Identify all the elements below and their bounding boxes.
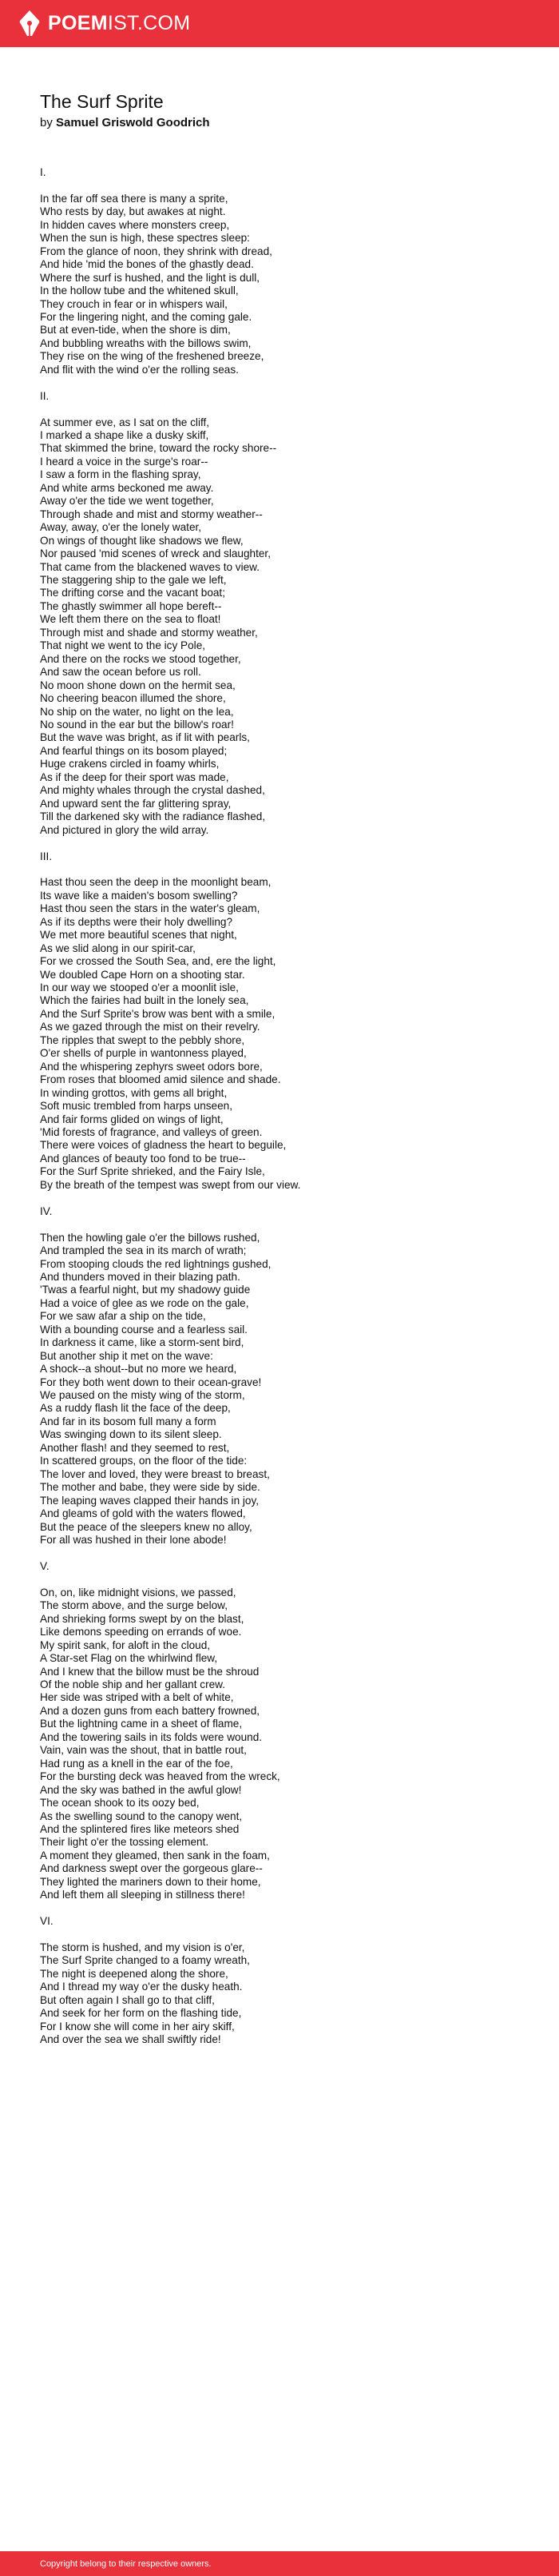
poem-line: The leaping waves clapped their hands in joy, [40,1494,260,1507]
poem-line: The Surf Sprite changed to a foamy wreath, [40,1954,250,1967]
poem-line: There were voices of gladness the heart to beguile, [40,1139,287,1152]
poem-line: No cheering beacon illumed the shore, [40,692,226,705]
poem-line: And white arms beckoned me away. [40,481,214,494]
stanza-gap [40,179,527,192]
poem-line: But at even-tide, when the shore is dim, [40,324,231,336]
fountain-pen-nib-icon [18,10,42,38]
poem-line: In hidden caves where monsters creep, [40,218,230,231]
poem-line: And gleams of gold with the waters flowed, [40,1507,246,1520]
poem-line: And darkness swept over the gorgeous glare-- [40,1862,263,1875]
poem-line: Had rung as a knell in the ear of the foe, [40,1757,233,1770]
site-footer [0,2551,559,2576]
poem-line: For they both went down to their ocean-grave! [40,1376,262,1388]
poem-line: But the peace of the sleepers knew no alloy, [40,1520,252,1533]
poem-line: In winding grottos, with gems all bright, [40,1086,228,1099]
stanza-gap [40,863,527,876]
poem-line: Another flash! and they seemed to rest, [40,1441,230,1454]
poem-line: Had a voice of glee as we rode on the gale, [40,1296,249,1309]
poem-line: Which the fairies had built in the lonely sea, [40,994,249,1007]
poem-line: 'Twas a fearful night, but my shadowy guide [40,1284,251,1296]
poem-line: And thunders moved in their blazing path. [40,1270,240,1283]
poem-line: For the lingering night, and the coming gale. [40,310,252,323]
poem-line: And I knew that the billow must be the shroud [40,1665,260,1678]
poem-line: Vain, vain was the shout, that in battle rout, [40,1744,247,1757]
poem-line: The mother and babe, they were side by side. [40,1481,260,1494]
poem-line: Of the noble ship and her gallant crew. [40,1678,225,1690]
poem-line: With a bounding course and a fearless sail. [40,1323,248,1336]
poem-line: Soft music trembled from harps unseen, [40,1100,233,1113]
poem-line: The lover and loved, they were breast to breast, [40,1467,270,1480]
poem-line: On wings of thought like shadows we flew, [40,534,244,547]
poem-line: The storm is hushed, and my vision is o'er, [40,1941,245,1953]
stanza-gap [40,376,527,389]
poem-line: I saw a form in the flashing spray, [40,468,201,481]
poem-line: And upward sent the far glittering spray, [40,797,232,810]
poem-line: No ship on the water, no light on the lea, [40,705,234,718]
poem-byline [40,115,527,131]
poem-line: For we crossed the South Sea, and, ere the light, [40,955,276,968]
poem-line: And hide 'mid the bones of the ghastly dead. [40,258,254,271]
poem-line: The night is deepened along the shore, [40,1967,228,1980]
copyright-notice: Copyright belong to their respective owners. [40,2558,212,2569]
poem-line: And flit with the wind o'er the rolling seas. [40,363,239,376]
poem-line: And fair forms glided on wings of light, [40,1113,224,1125]
poem-line: For I know she will come in her airy skiff, [40,2020,235,2033]
poem-line: And I thread my way o'er the dusky heath. [40,1981,243,1993]
poem-line: Its wave like a maiden's bosom swelling? [40,889,238,902]
poem-line: And the whispering zephyrs sweet odors bore, [40,1060,263,1073]
poem-line: For the Surf Sprite shrieked, and the Fairy Isle, [40,1165,265,1178]
poem-line: Like demons speeding on errands of woe. [40,1626,242,1638]
poem-line: And over the sea we shall swiftly ride! [40,2033,221,2046]
poem-line: And the splintered fires like meteors shed [40,1822,240,1835]
stanza-gap [40,1573,527,1586]
poem-line: From roses that bloomed amid silence and shade. [40,1073,281,1086]
poem-line: We doubled Cape Horn on a shooting star. [40,968,245,981]
poem-line: Till the darkened sky with the radiance flashed, [40,810,266,823]
poem-line: In darkness it came, like a storm-sent bird, [40,1336,244,1349]
site-logo[interactable] [18,10,190,38]
poem-line: And seek for her form on the flashing tide, [40,2007,242,2020]
poem-line: Then the howling gale o'er the billows rushed, [40,1231,260,1244]
poem-title: The Surf Sprite [40,91,164,112]
poem-line: From stooping clouds the red lightnings gushed, [40,1257,272,1270]
poem-line: As a ruddy flash lit the face of the deep, [40,1402,231,1415]
poem-line: The ocean shook to its oozy bed, [40,1797,200,1810]
poem-line: No moon shone down on the hermit sea, [40,679,236,691]
poem-line: Hast thou seen the deep in the moonlight beam, [40,876,272,889]
poem-line: A moment they gleamed, then sank in the foam, [40,1849,270,1861]
section-numeral: II. [40,389,50,402]
poem-body [40,166,527,2047]
poem-line: And trampled the sea in its march of wrath; [40,1244,247,1257]
poem-line: They crouch in fear or in whispers wail, [40,297,228,310]
poem-line: We met more beautiful scenes that night, [40,929,237,942]
poem-line: For all was hushed in their lone abode! [40,1534,227,1547]
site-header [0,0,559,47]
poem-line: And the sky was bathed in the awful glow! [40,1783,242,1796]
poem-line: A shock--a shout--but no more we heard, [40,1363,237,1376]
poem-line: They lighted the mariners down to their home, [40,1875,261,1888]
poem-line: But the wave was bright, as if lit with pearls, [40,731,250,744]
stanza-gap [40,1902,527,1915]
poem-line: No sound in the ear but the billow's roar! [40,718,234,731]
poem-line: But another ship it met on the wave: [40,1349,213,1362]
poem-line: Where the surf is hushed, and the light is dull, [40,271,260,284]
poem-line: The drifting corse and the vacant boat; [40,587,225,599]
poem-line: The ghastly swimmer all hope bereft-- [40,599,222,612]
poem-line: The storm above, and the surge below, [40,1599,228,1612]
poem-line: From the glance of noon, they shrink with dread, [40,245,272,257]
poem-line: And mighty whales through the crystal dashed, [40,784,265,797]
poem-content [40,90,527,2047]
poem-line: For we saw afar a ship on the tide, [40,1310,206,1323]
section-numeral: I. [40,166,46,178]
poem-line: On, on, like midnight visions, we passed, [40,1586,236,1599]
poem-line: And there on the rocks we stood together, [40,652,241,665]
poem-line: But often again I shall go to that cliff, [40,1993,215,2006]
poem-line: They rise on the wing of the freshened breeze, [40,350,264,363]
poem-line: Huge crakens circled in foamy whirls, [40,758,220,770]
poem-line: That night we went to the icy Pole, [40,639,206,652]
author-name[interactable]: Samuel Griswold Goodrich [56,116,210,129]
stanza-gap [40,1547,527,1559]
poem-line: And the towering sails in its folds were wound. [40,1730,263,1743]
stanza-gap [40,403,527,416]
poem-line: In the hollow tube and the whitened skull, [40,285,239,297]
poem-line: Her side was striped with a belt of white, [40,1691,234,1704]
poem-line: That came from the blackened waves to view. [40,560,260,573]
poem-line: And fearful things on its bosom played; [40,744,228,757]
poem-line: In our way we stooped o'er a moonlit isle, [40,981,239,994]
poem-line: And far in its bosom full many a form [40,1415,216,1427]
poem-line: As the swelling sound to the canopy went, [40,1810,243,1822]
poem-line: We left them there on the sea to float! [40,613,221,626]
poem-line: My spirit sank, for aloft in the cloud, [40,1638,211,1651]
poem-line: In scattered groups, on the floor of the tide: [40,1455,248,1467]
section-numeral: IV. [40,1204,53,1217]
poem-line: And a dozen guns from each battery frowned, [40,1704,260,1717]
poem-line: And left them all sleeping in stillness there! [40,1889,245,1901]
poem-line: Was swinging down to its silent sleep. [40,1428,222,1441]
poem-line: In the far off sea there is many a sprite, [40,192,228,205]
poem-line: Away o'er the tide we went together, [40,495,214,508]
poem-line: O'er shells of purple in wantonness played, [40,1047,247,1060]
poem-line: Hast thou seen the stars in the water's gleam, [40,902,260,915]
stanza-gap [40,1192,527,1204]
logo-wordmark: POEMIST.COM [48,12,191,34]
poem-line: And shrieking forms swept by on the blast, [40,1612,244,1625]
poem-line: Through shade and mist and stormy weather-- [40,508,263,520]
poem-line: The ripples that swept to the pebbly shore, [40,1033,245,1046]
section-numeral: III. [40,850,53,862]
poem-line: For the bursting deck was heaved from the wreck, [40,1770,280,1783]
poem-line: By the breath of the tempest was swept from our view. [40,1178,301,1191]
byline-prefix: by [40,116,53,129]
stanza-gap [40,1218,527,1231]
poem-line: When the sun is high, these spectres sleep: [40,232,250,245]
poem-line: As we slid along in our spirit-car, [40,942,196,954]
poem-line: And the Surf Sprite's brow was bent with a smile, [40,1007,276,1020]
poem-line: At summer eve, as I sat on the cliff, [40,416,210,428]
poem-line: And glances of beauty too fond to be true-- [40,1152,246,1165]
poem-line: I marked a shape like a dusky skiff, [40,429,209,442]
stanza-gap [40,837,527,850]
poem-line: I heard a voice in the surge's roar-- [40,455,208,468]
poem-line: And saw the ocean before us roll. [40,666,201,679]
poem-line: The staggering ship to the gale we left, [40,574,227,586]
poem-line: As we gazed through the mist on their revelry. [40,1021,260,1033]
poem-line: As if its depths were their holy dwelling? [40,915,233,928]
poem-line: As if the deep for their sport was made, [40,770,229,783]
poem-line: 'Mid forests of fragrance, and valleys of green. [40,1126,263,1138]
poem-line: A Star-set Flag on the whirlwind flew, [40,1652,218,1665]
poem-line: Who rests by day, but awakes at night. [40,205,226,218]
poem-line: We paused on the misty wing of the storm, [40,1389,245,1402]
poem-line: And bubbling wreaths with the billows swim, [40,336,252,349]
poem-line: And pictured in glory the wild array. [40,823,209,836]
poem-line: Their light o'er the tossing element. [40,1836,209,1849]
poem-line: But the lightning came in a sheet of flame, [40,1718,243,1730]
poem-line: Nor paused 'mid scenes of wreck and slaughter, [40,547,271,560]
poem-line: That skimmed the brine, toward the rocky shore-- [40,442,277,455]
poem-line: Away, away, o'er the lonely water, [40,521,202,534]
poem-line: Through mist and shade and stormy weather, [40,626,258,639]
section-numeral: V. [40,1559,50,1572]
section-numeral: VI. [40,1915,54,1928]
stanza-gap [40,1929,527,1941]
